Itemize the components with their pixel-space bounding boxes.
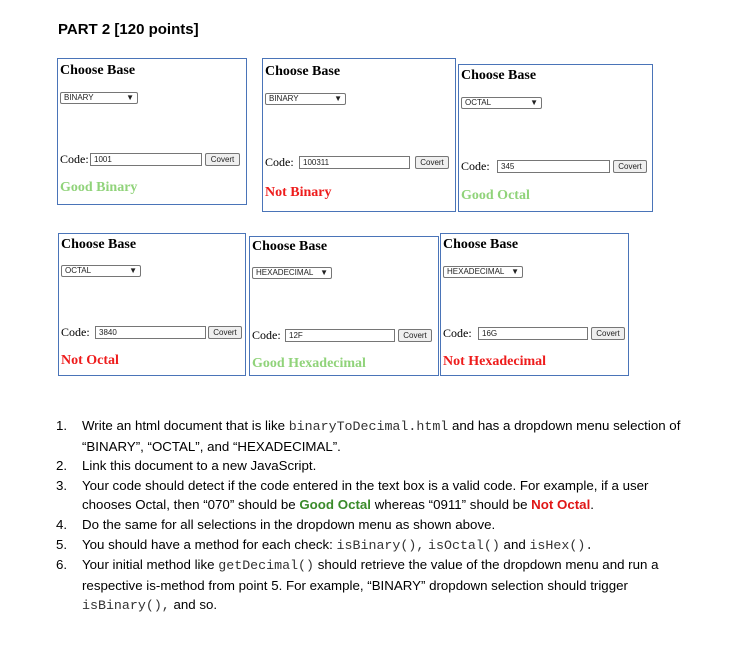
converter-panel-binary-good [57,58,247,205]
list-text: Do the same for all selections in the dropdown menu as shown above. [82,516,496,532]
result-text: Not Octal [61,353,119,368]
list-item [56,515,696,535]
result-text: Good Hexadecimal [252,356,366,371]
converter-panel-octal-bad [58,233,246,376]
panel-title: Choose Base [443,237,519,252]
list-text: You should have a method for each check: [82,536,337,552]
code-snippet: isBinary(), [336,537,425,553]
code-input[interactable]: 16G [478,327,588,340]
code-input[interactable]: 100311 [299,156,410,169]
list-number: 4. [56,516,68,532]
base-select-value: BINARY [64,93,94,102]
code-snippet: isOctal() [428,537,500,553]
code-label: Code: [443,326,472,340]
converter-panel-binary-bad [262,58,456,212]
chevron-down-icon: ▼ [334,94,342,103]
chevron-down-icon: ▼ [530,98,538,107]
base-select[interactable] [61,265,141,277]
code-label: Code: [60,152,89,166]
panel-title: Choose Base [252,239,328,254]
code-label: Code: [61,325,90,339]
result-text: Good Binary [60,180,138,195]
code-label: Code: [461,159,490,173]
code-input[interactable]: 3840 [95,326,206,339]
base-select-value: HEXADECIMAL [256,268,314,277]
list-item [56,476,696,515]
list-item [56,535,696,556]
base-select-value: OCTAL [465,98,492,107]
list-text: Link this document to a new JavaScript. [82,458,317,474]
base-select[interactable] [461,97,542,109]
list-number: 6. [56,557,68,573]
page-title: PART 2 [120 points] [58,21,199,38]
list-number: 5. [56,536,68,552]
panel-title: Choose Base [265,64,341,79]
chevron-down-icon: ▼ [126,93,134,102]
list-item [56,416,696,456]
base-select-value: HEXADECIMAL [447,267,505,276]
bad-example: Not Octal [531,497,591,513]
list-number: 2. [56,458,68,474]
result-text: Good Octal [461,188,530,203]
convert-button[interactable]: Covert [415,156,449,169]
converter-panel-hex-bad [440,233,629,376]
base-select-value: BINARY [269,94,299,103]
list-text: Write an html document that is like [82,418,289,433]
list-text: Your code should detect if the code entered in the text box is a valid code. For example, if a user chooses Octal, then “070” should be [82,477,649,513]
base-select[interactable] [443,266,523,278]
convert-button[interactable]: Covert [613,160,647,173]
list-text: should retrieve the value of the dropdown menu and run a respective is-method from point 5. For example, “BINARY” dropdown selection should trigger [82,557,659,593]
base-select[interactable] [265,93,346,105]
panel-title: Choose Base [61,237,137,252]
code-input[interactable]: 1001 [90,153,202,166]
panel-title: Choose Base [461,68,537,83]
code-label: Code: [265,155,294,169]
list-text: Your initial method like [82,557,219,573]
code-snippet: isHex(). [529,537,594,553]
base-select[interactable] [252,267,332,279]
instructions-list [56,416,696,616]
convert-button[interactable]: Covert [398,329,432,342]
convert-button[interactable]: Covert [208,326,242,339]
list-number: 1. [56,418,68,433]
chevron-down-icon: ▼ [320,268,328,277]
base-select[interactable] [60,92,138,104]
list-item [56,456,696,476]
list-text: and so. [169,597,218,613]
code-label: Code: [252,328,281,342]
code-input[interactable]: 12F [285,329,395,342]
converter-panel-octal-good [458,64,653,212]
list-number: 3. [56,477,68,493]
good-example: Good Octal [299,497,371,513]
converter-panel-hex-good [249,236,439,376]
convert-button[interactable]: Covert [591,327,625,340]
chevron-down-icon: ▼ [511,267,519,276]
code-snippet: getDecimal() [218,558,315,574]
result-text: Not Binary [265,185,332,200]
code-input[interactable]: 345 [497,160,610,173]
list-item [56,555,696,616]
list-text: whereas “0911” should be [371,497,532,513]
chevron-down-icon: ▼ [129,266,137,275]
panel-title: Choose Base [60,63,136,78]
convert-button[interactable]: Covert [205,153,240,166]
base-select-value: OCTAL [65,266,92,275]
result-text: Not Hexadecimal [443,354,547,369]
list-text: . [590,497,594,513]
list-text: and [499,536,530,552]
list-text: and has a dropdown menu selection of “BINARY”, “OCTAL”, and “HEXADECIMAL”. [82,418,681,454]
code-snippet: isBinary(), [82,598,170,614]
code-snippet: binaryToDecimal.html [288,419,449,434]
